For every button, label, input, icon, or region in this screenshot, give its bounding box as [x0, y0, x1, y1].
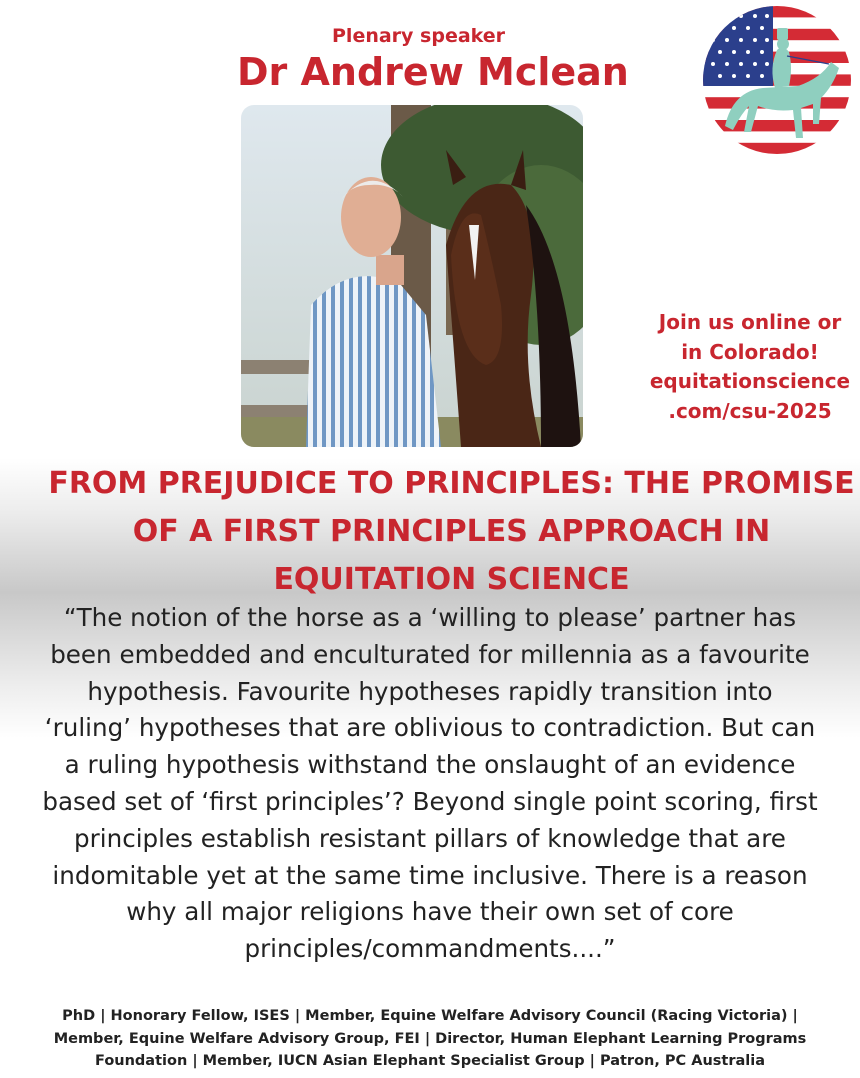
- quote-line: indomitable yet at the same time inclusive. There is a reason: [52, 860, 808, 890]
- quote-line: ‘ruling’ hypotheses that are oblivious to contradiction. But can: [44, 713, 816, 743]
- conference-logo: [703, 6, 851, 154]
- quote-line: principles establish resistant pillars of knowledge that are: [74, 823, 786, 853]
- quote-line: a ruling hypothesis withstand the onslaught of an evidence: [64, 750, 796, 780]
- talk-title-line: FROM PREJUDICE TO PRINCIPLES: THE PROMISE: [48, 466, 855, 501]
- quote-line: based set of ‘first principles’? Beyond single point scoring, first: [42, 786, 818, 816]
- eyebrow-label: Plenary speaker: [332, 25, 506, 47]
- join-line: in Colorado!: [681, 339, 819, 364]
- talk-title: [30, 460, 860, 604]
- talk-abstract-quote: [0, 600, 860, 968]
- quote-line: hypothesis. Favourite hypotheses rapidly transition into: [87, 676, 773, 706]
- quote-line: “The notion of the horse as a ‘willing to please’ partner has: [63, 603, 797, 632]
- join-line: Join us online or: [658, 310, 842, 334]
- join-url-line: .com/csu-2025: [668, 398, 832, 423]
- join-callout: [640, 308, 860, 426]
- credentials-line: PhD | Honorary Fellow, ISES | Member, Equine Welfare Advisory Council (Racing Victoria) |: [62, 1008, 798, 1024]
- speaker-credentials: [0, 1005, 860, 1073]
- speaker-name: Dr Andrew Mclean: [237, 50, 629, 94]
- quote-line: been embedded and enculturated for millennia as a favourite: [50, 639, 810, 669]
- talk-title-line: EQUITATION SCIENCE: [273, 562, 630, 597]
- join-url-line: equitationscience: [649, 369, 851, 393]
- talk-title-line: OF A FIRST PRINCIPLES APPROACH IN: [132, 514, 771, 549]
- credentials-line: Foundation | Member, IUCN Asian Elephant Specialist Group | Patron, PC Australia: [95, 1053, 765, 1069]
- speaker-photo: [241, 105, 583, 447]
- credentials-line: Member, Equine Welfare Advisory Group, FEI | Director, Human Elephant Learning Programs: [53, 1030, 807, 1047]
- quote-line: why all major religions have their own set of core: [126, 897, 734, 927]
- quote-line: principles/commandments....”: [244, 934, 616, 964]
